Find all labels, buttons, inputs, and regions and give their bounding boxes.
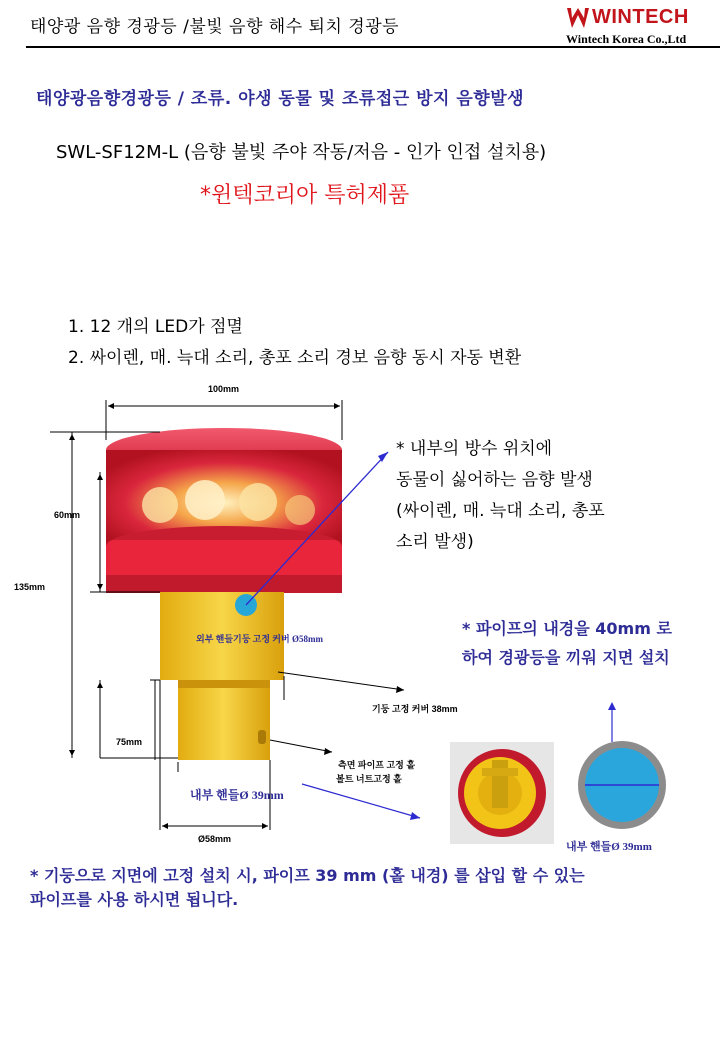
label-post-cover: 기둥 고정 커버 38mm: [372, 704, 458, 714]
label-bolt-hole: 볼트 너트고정 홀: [336, 774, 402, 784]
dim-width-top: 100mm: [208, 384, 240, 394]
dim-base-height: 75mm: [116, 737, 143, 747]
wintech-logo-mark-icon: [566, 6, 590, 30]
label-inner-handle-diagram: 내부 핸들Ø 39mm: [566, 841, 652, 853]
lamp-head: [106, 428, 342, 593]
logo-subtitle: Wintech Korea Co.,Ltd: [566, 32, 687, 46]
dim-total-height: 135mm: [14, 582, 46, 592]
label-outer-cover: 외부 핸들기둥 고정 커버 Ø58mm: [196, 634, 323, 644]
headline: 태양광음향경광등 / 조류. 야생 동물 및 조류접근 방지 음향발생: [36, 89, 525, 109]
dim-base-dia: Ø58mm: [198, 834, 232, 844]
inner-handle-diagram: [578, 741, 666, 829]
dim-head-height: 60mm: [54, 510, 81, 520]
pipe-install-note: * 파이프의 내경을 40mm 로 하여 경광등을 끼워 지면 설치: [462, 619, 672, 667]
label-side-hole: 측면 파이프 고정 홀: [338, 760, 416, 770]
wintech-logo: [566, 6, 716, 46]
feature-item: 1. 12 개의 LED가 점멸: [68, 317, 243, 337]
inner-photo: [450, 742, 554, 844]
feature-item: 2. 싸이렌, 매. 늑대 소리, 총포 소리 경보 음향 동시 자동 변환: [68, 348, 522, 368]
patent-line: *윈텍코리아 특허제품: [200, 183, 410, 208]
header-title: 태양광 음향 경광등 /불빛 음향 해수 퇴치 경광등: [30, 17, 400, 37]
model-line: SWL-SF12M-L (음향 불빛 주야 작동/저음 - 인가 인접 설치용): [56, 142, 547, 163]
inner-sound-note: * 내부의 방수 위치에 동물이 싫어하는 음향 발생 (싸이렌, 매. 늑대 소리, 총포 소리 발생): [396, 439, 605, 552]
header-rule: [26, 46, 720, 48]
install-footnote: * 기둥으로 지면에 고정 설치 시, 파이프 39 mm (홀 내경) 를 삽입 할 수 있는 파이프를 사용 하시면 됩니다.: [30, 866, 585, 909]
yellow-housing: [160, 592, 284, 760]
label-inner-handle: 내부 핸들Ø 39mm: [190, 788, 284, 802]
logo-text: WINTECH: [592, 6, 689, 28]
